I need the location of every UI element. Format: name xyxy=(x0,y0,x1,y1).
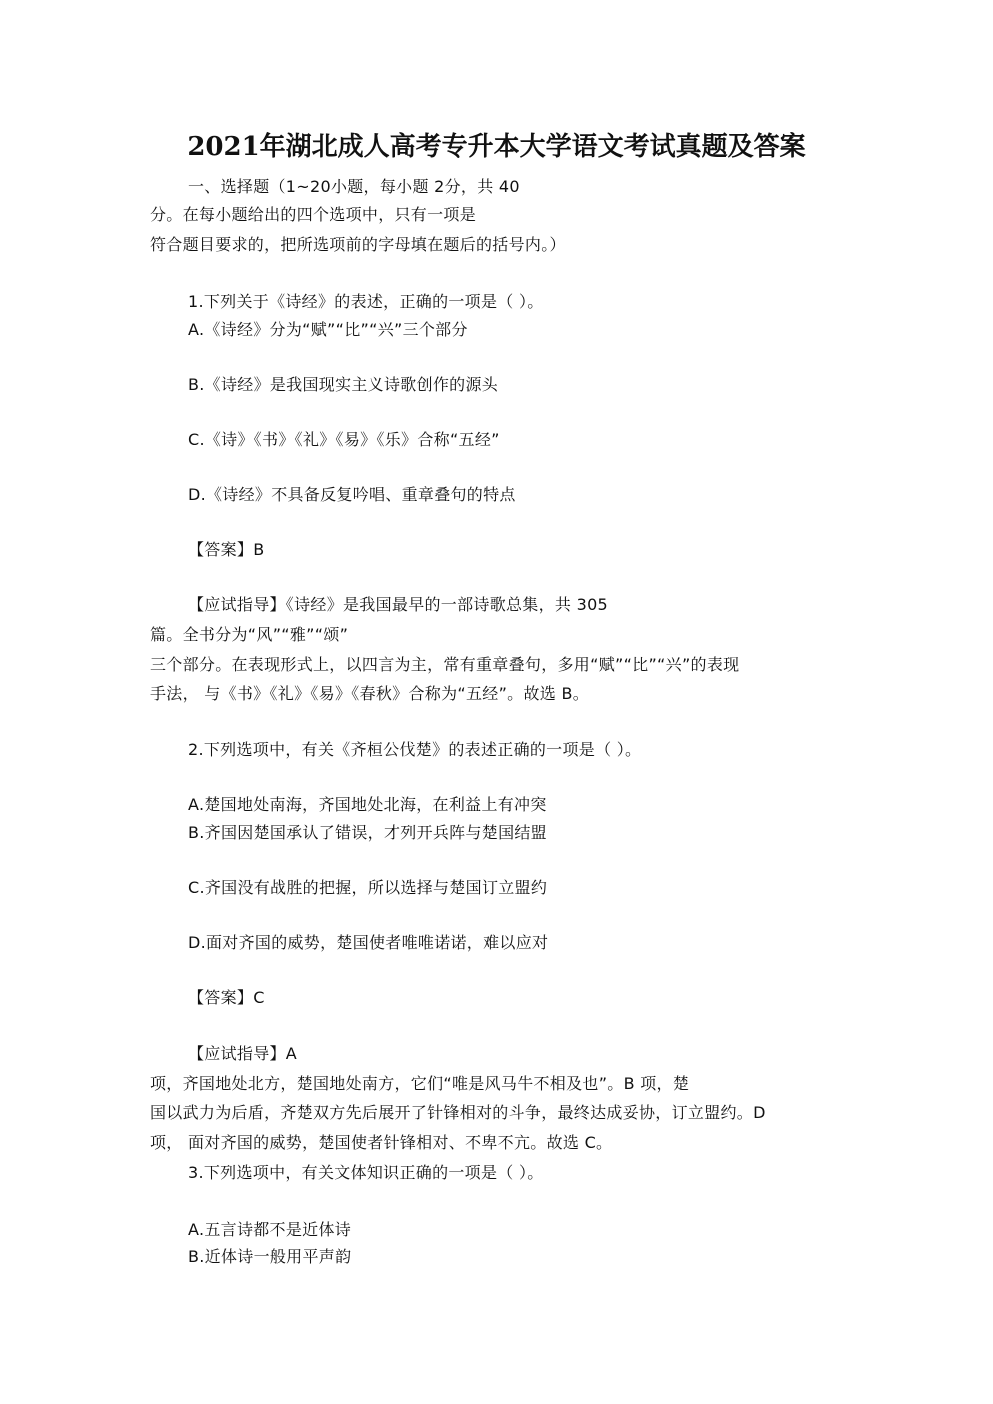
text-line: 3.下列选项中，有关文体知识正确的一项是（ ）。 xyxy=(188,1163,544,1182)
document-title: 2021年湖北成人高考专升本大学语文考试真题及答案 xyxy=(187,132,806,162)
text-line: 【答案】B xyxy=(188,540,265,559)
text-line: D.面对齐国的威势，楚国使者唯唯诺诺，难以应对 xyxy=(188,933,549,952)
text-line: A.楚国地处南海，齐国地处北海，在利益上有冲突 xyxy=(188,795,547,814)
text-line: A.《诗经》分为“赋”“比”“兴”三个部分 xyxy=(188,320,468,339)
text-line: 篇。全书分为“风”“雅”“颂” xyxy=(150,625,349,644)
text-line: 国以武力为后盾，齐楚双方先后展开了针锋相对的斗争，最终达成妥协，订立盟约。D xyxy=(150,1103,766,1122)
text-line: 项，齐国地处北方，楚国地处南方，它们“唯是风马牛不相及也”。B 项，楚 xyxy=(150,1074,690,1093)
text-line: 【应试指导】A xyxy=(188,1044,298,1063)
text-line: 三个部分。在表现形式上，以四言为主，常有重章叠句，多用“赋”“比”“兴”的表现 xyxy=(150,655,740,674)
text-line: 符合题目要求的，把所选项前的字母填在题后的括号内。） xyxy=(150,235,566,254)
text-line: 【答案】C xyxy=(188,988,265,1007)
text-line: 1.下列关于《诗经》的表述，正确的一项是（ ）。 xyxy=(188,292,544,311)
text-line: D.《诗经》不具备反复吟唱、重章叠句的特点 xyxy=(188,485,516,504)
text-line: 分。在每小题给出的四个选项中，只有一项是 xyxy=(150,205,477,224)
text-line: A.五言诗都不是近体诗 xyxy=(188,1220,352,1239)
text-line: 手法， 与《书》《礼》《易》《春秋》合称为“五经”。故选 B。 xyxy=(150,684,590,703)
text-line: B.近体诗一般用平声韵 xyxy=(188,1247,352,1266)
text-line: C.齐国没有战胜的把握，所以选择与楚国订立盟约 xyxy=(188,878,548,897)
text-line: 项， 面对齐国的威势，楚国使者针锋相对、不卑不亢。故选 C。 xyxy=(150,1133,613,1152)
text-line: C.《诗》《书》《礼》《易》《乐》合称“五经” xyxy=(188,430,500,449)
text-line: B.齐国因楚国承认了错误，才列开兵阵与楚国结盟 xyxy=(188,823,547,842)
text-line: 【应试指导】《诗经》是我国最早的一部诗歌总集，共 305 xyxy=(188,595,609,614)
text-line: 2.下列选项中，有关《齐桓公伐楚》的表述正确的一项是（ ）。 xyxy=(188,740,642,759)
text-line: B.《诗经》是我国现实主义诗歌创作的源头 xyxy=(188,375,499,394)
text-line: 一、选择题（1~20小题，每小题 2分，共 40 xyxy=(188,177,520,196)
